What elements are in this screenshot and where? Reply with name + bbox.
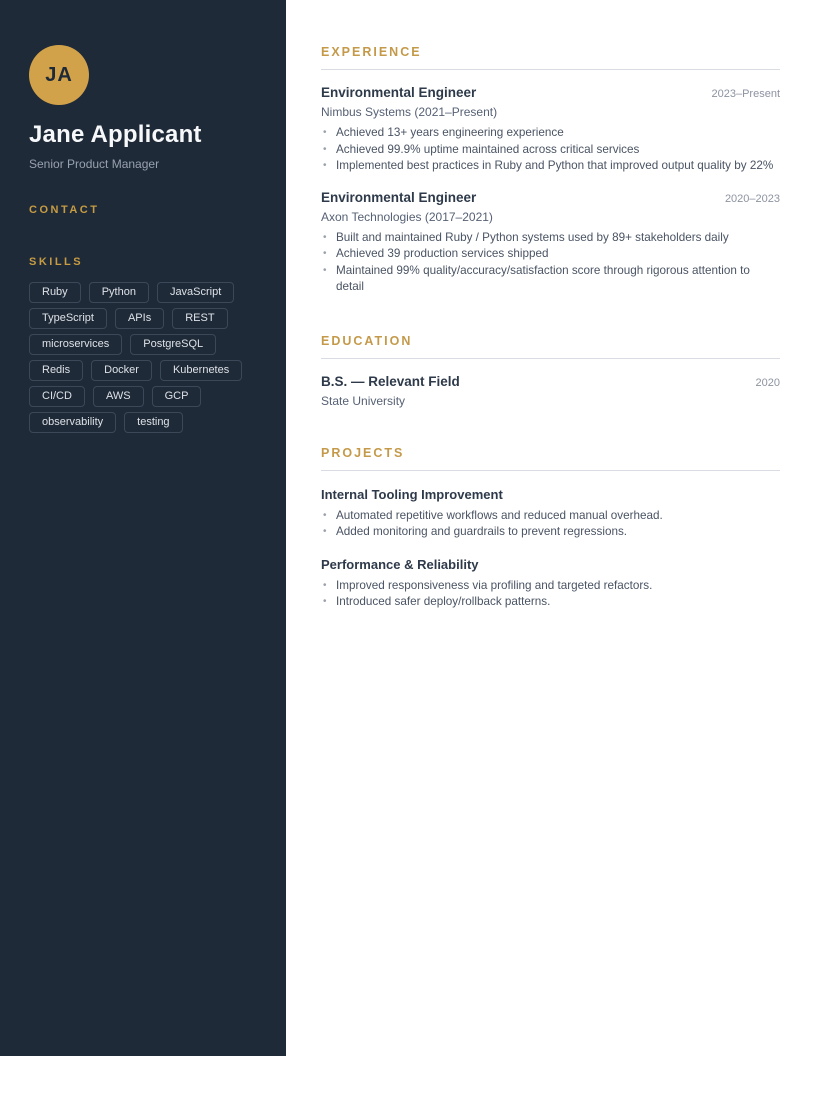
- skill-tag: TypeScript: [29, 308, 107, 329]
- job-date: 2020–2023: [724, 192, 780, 205]
- candidate-title: Senior Product Manager: [29, 157, 160, 171]
- school-name: State University: [321, 393, 406, 408]
- experience-entry: [321, 190, 780, 296]
- contact-heading: CONTACT: [29, 204, 100, 216]
- skill-tag: CI/CD: [29, 386, 85, 407]
- skill-tag: JavaScript: [157, 282, 234, 303]
- bullet-item: • Added monitoring and guardrails to prevent regressions.: [321, 524, 780, 541]
- skill-tag: testing: [124, 412, 182, 433]
- avatar-initials: JA: [45, 63, 73, 86]
- project-bullet-list: [321, 508, 780, 541]
- bullet-item: • Introduced safer deploy/rollback patterns.: [321, 594, 780, 611]
- education-entry: [321, 374, 780, 408]
- job-company: Nimbus Systems (2021–Present): [321, 105, 498, 119]
- education-section: [321, 334, 780, 408]
- skill-tag: Ruby: [29, 282, 81, 303]
- job-title: Environmental Engineer: [321, 189, 477, 205]
- skill-tag: Kubernetes: [160, 360, 242, 381]
- skill-tag: APIs: [115, 308, 164, 329]
- education-date: 2020: [755, 376, 780, 389]
- skill-tag: Docker: [91, 360, 152, 381]
- bullet-item: • Achieved 39 production services shipped: [321, 246, 780, 263]
- project-bullet-list: [321, 578, 780, 611]
- experience-heading: EXPERIENCE: [321, 45, 780, 70]
- project-entry: [321, 487, 780, 541]
- skill-tag: REST: [172, 308, 227, 329]
- bullet-item: • Automated repetitive workflows and reduced manual overhead.: [321, 508, 780, 525]
- skill-tag: observability: [29, 412, 116, 433]
- job-title: Environmental Engineer: [321, 85, 477, 100]
- main-content: [286, 0, 816, 649]
- bullet-item: • Achieved 13+ years engineering experience: [321, 125, 780, 142]
- bullet-item: • Achieved 99.9% uptime maintained across critical services: [321, 142, 780, 159]
- project-title: Performance & Reliability: [321, 556, 479, 572]
- education-heading: EDUCATION: [321, 334, 780, 359]
- bullet-item: • Built and maintained Ruby / Python systems used by 89+ stakeholders daily: [321, 230, 780, 247]
- bullet-item: • Improved responsiveness via profiling and targeted refactors.: [321, 578, 780, 595]
- skill-tag: microservices: [29, 334, 122, 355]
- job-date: 2023–Present: [711, 88, 780, 100]
- job-bullet-list: [321, 125, 780, 175]
- project-title: Internal Tooling Improvement: [321, 486, 503, 502]
- bullet-item: • Implemented best practices in Ruby and Python that improved output quality by 22%: [321, 158, 780, 175]
- entry-header: [321, 190, 780, 205]
- avatar: [29, 45, 89, 105]
- skill-tag: Redis: [29, 360, 83, 381]
- bullet-item: • Maintained 99% quality/accuracy/satisfaction score through rigorous attention to detail: [321, 263, 780, 296]
- candidate-name: Jane Applicant: [29, 121, 202, 148]
- project-entry: [321, 557, 780, 611]
- entry-header: [321, 374, 780, 389]
- skills-tag-list: [29, 282, 258, 438]
- experience-entry: [321, 85, 780, 175]
- experience-section: [321, 45, 780, 296]
- entry-header: [321, 85, 780, 100]
- skill-tag: Python: [89, 282, 149, 303]
- job-company: Axon Technologies (2017–2021): [321, 209, 493, 224]
- job-bullet-list: [321, 230, 780, 296]
- projects-section: [321, 446, 780, 611]
- skill-tag: PostgreSQL: [130, 334, 216, 355]
- projects-heading: PROJECTS: [321, 446, 780, 471]
- degree-title: B.S. — Relevant Field: [321, 373, 460, 389]
- skill-tag: GCP: [152, 386, 202, 407]
- sidebar: [0, 0, 286, 1056]
- skill-tag: AWS: [93, 386, 144, 407]
- skills-heading: SKILLS: [29, 256, 84, 268]
